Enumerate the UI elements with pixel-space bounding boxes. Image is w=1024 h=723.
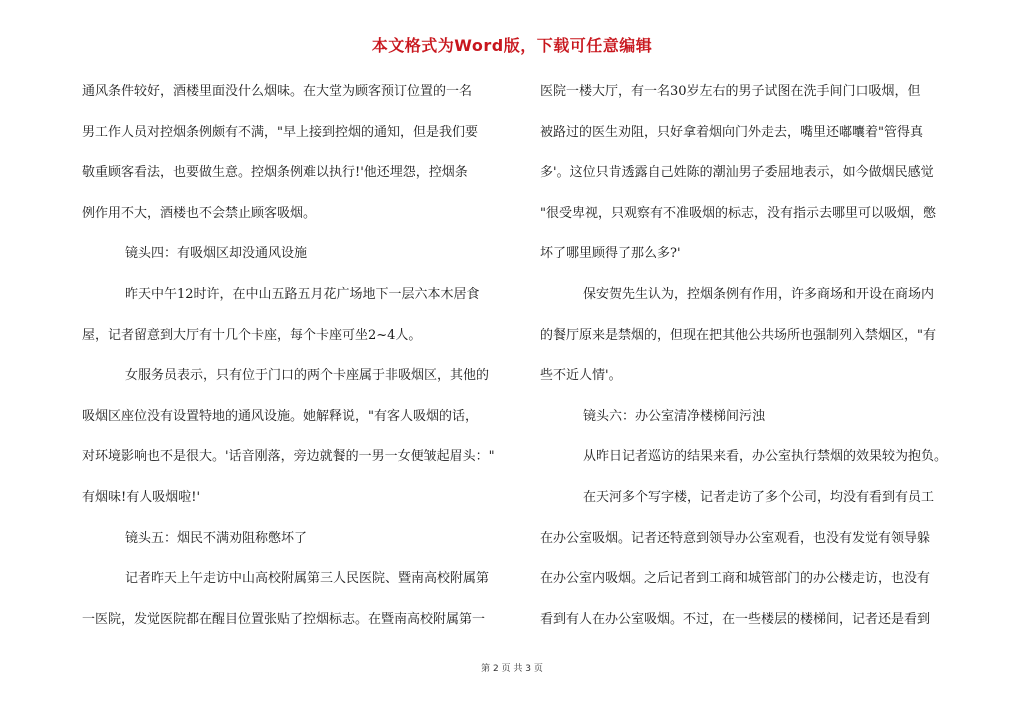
- page-number-footer: 第 2 页 共 3 页: [481, 664, 543, 674]
- text-line: 女服务员表示，只有位于门口的两个卡座属于非吸烟区，其他的: [125, 368, 490, 384]
- text-line: 通风条件较好，酒楼里面没什么烟味。在大堂为顾客预订位置的一名: [82, 84, 473, 99]
- text-line: 多'。这位只肯透露自己姓陈的潮汕男子委屈地表示，如今做烟民感觉: [540, 165, 934, 181]
- text-line: 镜头五：烟民不满劝阻称憋坏了: [125, 530, 308, 546]
- text-line: 对环境影响也不是很大。'话音刚落，旁边就餐的一男一女便皱起眉头：": [82, 449, 495, 465]
- text-line: 记者昨天上午走访中山高校附属第三人民医院、暨南高校附属第: [125, 571, 490, 587]
- document-banner: 本文格式为Word版，下载可任意编辑: [371, 36, 653, 55]
- text-line: 昨天中午12时许，在中山五路五月花广场地下一层六本木居食: [125, 286, 480, 302]
- text-line: 屋，记者留意到大厅有十几个卡座，每个卡座可坐2~4人。: [82, 327, 422, 343]
- text-line: 吸烟区座位没有设置特地的通风设施。她解释说，"有客人吸烟的话，: [82, 408, 478, 424]
- text-line: 从昨日记者巡访的结果来看，办公室执行禁烟的效果较为抱负。: [583, 449, 948, 465]
- text-line: 有烟味!有人吸烟啦!': [82, 489, 201, 505]
- text-line: "很受卑视，只观察有不准吸烟的标志，没有指示去哪里可以吸烟，憋: [540, 205, 936, 221]
- text-line: 男工作人员对控烟条例颇有不满，"早上接到控烟的通知，但是我们要: [82, 124, 478, 140]
- text-line: 的餐厅原来是禁烟的，但现在把其他公共场所也强制列入禁烟区，"有: [540, 327, 936, 343]
- text-line: 医院一楼大厅，有一名30岁左右的男子试图在洗手间门口吸烟，但: [540, 84, 921, 99]
- left-text-column: [82, 82, 495, 650]
- text-line: 坏了哪里顾得了那么多?': [540, 246, 681, 262]
- text-line: 一医院，发觉医院都在醒目位置张贴了控烟标志。在暨南高校附属第一: [82, 611, 486, 627]
- text-line: 被路过的医生劝阻，只好拿着烟向门外走去，嘴里还嘟囔着"管得真: [540, 124, 923, 140]
- text-line: 些不近人情'。: [540, 368, 622, 384]
- text-line: 镜头六：办公室清净楼梯间污浊: [583, 408, 766, 424]
- text-line: 镜头四：有吸烟区却没通风设施: [125, 246, 308, 262]
- text-line: 例作用不大，酒楼也不会禁止顾客吸烟。: [82, 205, 317, 221]
- text-line: 保安贺先生认为，控烟条例有作用，许多商场和开设在商场内: [583, 286, 935, 302]
- text-line: 敬重顾客看法，也要做生意。控烟条例难以执行!'他还埋怨，控烟条: [82, 165, 468, 181]
- right-text-column: [540, 82, 964, 650]
- text-line: 在天河多个写字楼，记者走访了多个公司，均没有看到有员工: [583, 489, 935, 505]
- text-line: 看到有人在办公室吸烟。不过，在一些楼层的楼梯间，记者还是看到: [540, 611, 931, 627]
- text-line: 在办公室吸烟。记者还特意到领导办公室观看，也没有发觉有领导躲: [540, 530, 931, 546]
- text-line: 在办公室内吸烟。之后记者到工商和城管部门的办公楼走访，也没有: [540, 571, 931, 587]
